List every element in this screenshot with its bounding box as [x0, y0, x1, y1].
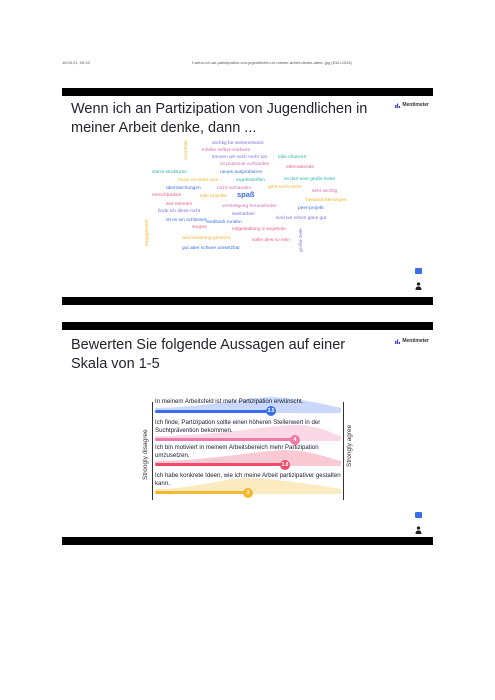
scale-label-left: Strongly disagree: [142, 429, 149, 480]
word-cloud-word: ist es ein schlüssel: [166, 218, 206, 223]
word-cloud-word: muss es mehr sein: [178, 178, 219, 183]
print-timestamp: 15.09.21, 09:32: [62, 60, 90, 65]
presenter-controls: [415, 268, 423, 295]
scale-track: [155, 463, 341, 466]
word-cloud-word: teamarbeit: [232, 212, 255, 217]
brand-name: Mentimeter: [402, 338, 429, 344]
word-cloud-word: große ziele: [299, 228, 304, 252]
slide-word-cloud: [62, 88, 433, 306]
word-cloud-word: ist potenzial vorhanden: [220, 162, 270, 167]
average-score-badge: 4: [290, 435, 300, 445]
word-cloud-word: wichtig für weiterentwick: [212, 141, 264, 146]
scale-fill: [155, 463, 285, 466]
average-score-badge: 3.5: [267, 408, 275, 414]
mentimeter-logo: [395, 102, 429, 108]
word-cloud-word: wird zusamng gemeint: [182, 236, 230, 241]
word-cloud-word: sollte dies so sein: [252, 238, 290, 243]
axis-line-left: [152, 402, 153, 500]
axis-line-right: [343, 402, 344, 500]
word-cloud-word: verstetigung herausforder: [222, 204, 277, 209]
average-score-badge: 3.8: [281, 461, 289, 468]
word-cloud-word: spaß: [237, 190, 255, 199]
print-header: [62, 60, 433, 70]
word-cloud-word: feedback runden: [206, 220, 242, 225]
word-cloud-word: finde ich diese nicht: [158, 209, 201, 214]
average-score-badge: 3: [243, 488, 253, 498]
word-cloud-word: sorgen: [192, 225, 207, 230]
slide-title: Bewerten Sie folgende Aussagen auf einer Skala von 1-5: [71, 337, 346, 372]
word-cloud-word: sind wir schon ganz gut: [276, 216, 327, 221]
word-cloud-word: inhalte selbst erarbeite: [202, 148, 251, 153]
word-cloud-word: herausforderungen: [306, 198, 347, 203]
statement-text: Ich habe konkrete Ideen, wie ich meine Arbeit partizipativer gestalten kann.: [155, 472, 341, 487]
slide-top-bar: [62, 88, 433, 96]
brand-name: Mentimeter: [402, 102, 429, 108]
scale-fill: [155, 491, 248, 494]
word-cloud-word: nicht vorhanden: [217, 186, 252, 191]
chat-icon[interactable]: [415, 512, 422, 518]
word-cloud-word: ist dort eine große lücke: [284, 177, 336, 182]
scale-label-right: Strongly agree: [346, 424, 353, 467]
word-cloud-word: tolle projekte: [200, 194, 228, 199]
bar-chart-icon: [395, 339, 400, 344]
slide-title: Wenn ich an Partizipation von Jugendlichen in meiner Arbeit denke, dann ...: [71, 101, 368, 136]
word-cloud-word: geht noch mehr: [268, 185, 302, 190]
word-cloud-word: ergebnisoffen: [236, 178, 265, 183]
slide-top-bar: [62, 322, 433, 330]
word-cloud-word: erreichbarkeit: [152, 193, 182, 198]
print-filename: f-wenn-ich-an-partizipation-von-jugendlichen-in-meiner-arbeit-denke-dann-.jpg (512×1024): [192, 60, 352, 65]
word-cloud-word: gut aber schwer umsetzbar: [182, 246, 240, 251]
word-cloud-word: tolle chancen: [278, 155, 307, 160]
statement-text: In meinem Arbeitsfeld ist mehr Partizipation erwünscht.: [155, 398, 304, 405]
slide-scales: [62, 322, 433, 544]
person-icon[interactable]: [415, 526, 422, 534]
scale-fill: [155, 438, 295, 441]
scale-fill: [155, 410, 271, 413]
statement-text: Ich bin motiviert in meinem Arbeitsbereich mehr Partizipation umzusetzen.: [155, 444, 319, 459]
word-cloud-word: peer-projekt: [298, 206, 324, 211]
bar-chart-icon: [395, 103, 400, 108]
word-cloud-word: vorurteile: [184, 140, 189, 160]
word-cloud-word: überraschungen: [166, 186, 201, 191]
slide-bottom-bar: [62, 537, 433, 545]
word-cloud-word: zeit nehmen: [166, 202, 193, 207]
word-cloud-word: starre strukturen: [152, 170, 187, 175]
slide-bottom-bar: [62, 297, 433, 305]
word-cloud-word: sehr wichtig: [312, 189, 338, 194]
presenter-controls: [415, 512, 423, 539]
word-cloud-word: elternabende: [286, 165, 315, 170]
chat-icon[interactable]: [415, 268, 422, 274]
word-cloud-word: mitgestaltung d angebote: [232, 227, 286, 232]
scale-track: [155, 410, 341, 413]
statement-text: Ich finde, Partizipation sollte einen höheren Stellenwert in der Suchtprävention bekommen.: [155, 419, 321, 434]
mentimeter-logo: [395, 338, 429, 344]
word-cloud-word: engagement: [145, 219, 150, 246]
person-icon[interactable]: [415, 282, 422, 290]
scale-track: [155, 438, 341, 441]
word-cloud-word: neues ausprobieren: [220, 170, 263, 175]
word-cloud-word: können wir noch mehr tun: [212, 155, 268, 160]
